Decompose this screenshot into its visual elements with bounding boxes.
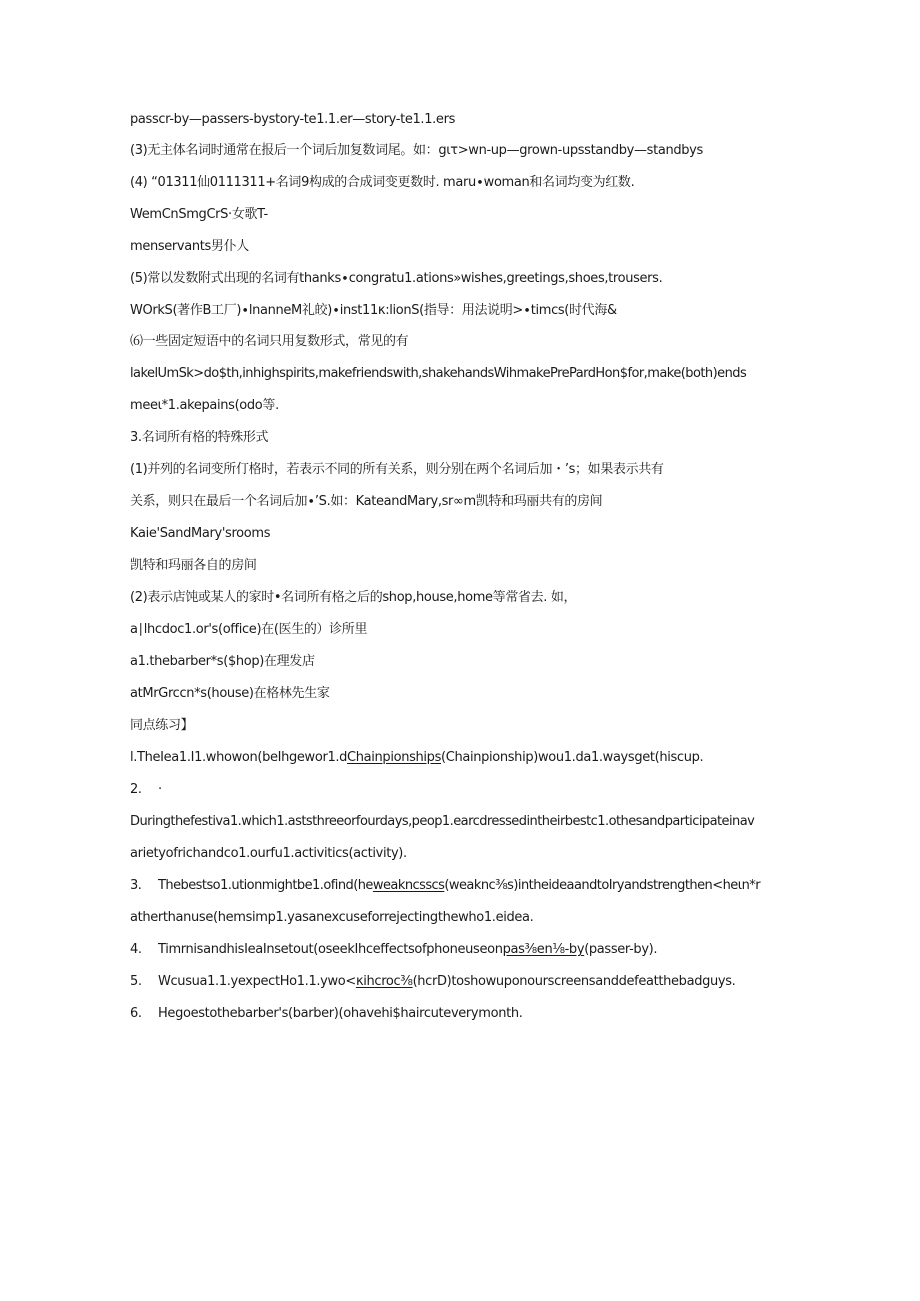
exercise-heading: 同点练习】 [130, 718, 194, 733]
exercise-4-answer: pas⅜en⅛-by [502, 942, 585, 957]
exercise-2-line-a: Duringthefestiva1.which1.aststhreeorfourdays,peop1.earcdressedintheirbestc1.othesandparticipateinav [130, 814, 755, 829]
exercise-4 [130, 941, 790, 959]
exercise-6 [130, 1005, 790, 1023]
exercise-1-answer: Chainpionships [347, 750, 441, 765]
text-line-16: (2)表示店饨或某人的家时•名词所有格之后的shop,house,home等常省去. 如， [130, 590, 577, 605]
exercise-6-num: 6. [130, 1006, 142, 1021]
exercise-5-answer: κihcroc⅜ [355, 974, 413, 989]
exercise-2-line-b: arietyofrichandco1.ourfu1.activitics(activity). [130, 846, 407, 861]
text-line-9: lakelUmSk>do$th,inhighspirits,makefriendswith,shakehandsWihmakePrePardHon$for,make(both)ends [130, 366, 747, 381]
exercise-3-text-post: (weaknc⅜s)intheideaandtoIryandstrengthen<heιn*r [444, 878, 761, 893]
text-line-3: (4) “01311仙0111311+名词9构成的合成词变更数时. maru∙woman和名词均变为红数. [130, 175, 635, 190]
exercise-3-answer: weakncsscs [372, 878, 445, 893]
exercise-3-text-pre: Thebestso1.utionmightbe1.ofind(he [158, 878, 373, 893]
exercise-3 [130, 877, 790, 895]
exercise-4-num: 4. [130, 942, 142, 957]
text-line-17: a∣lhcdoc1.or's(office)在(医生的）诊所里 [130, 622, 368, 637]
text-line-8: ⑹一些固定短语中的名词只用复数形式，常见的有 [130, 334, 409, 349]
text-line-5: menservants男仆人 [130, 239, 249, 254]
text-line-14: Kaie'SandMary'srooms [130, 526, 271, 541]
text-line-6: (5)常以发数附式出现的名词有thanks∙congratu1.ations»wishes,greetings,shoes,trousers. [130, 271, 663, 286]
exercise-2-mark: · [158, 782, 162, 797]
section-heading: 3.名词所有格的特殊形式 [130, 430, 269, 445]
exercise-5-text-pre: Wcusua1.1.yexpectHo1.1.ywo< [158, 974, 356, 989]
text-line-10: meeι*1.akepains(odo等. [130, 398, 279, 413]
text-line-1: passcr-by—passers-bystory-te1.1.er—story-te1.1.ers [130, 112, 455, 127]
text-line-19: atMrGrccn*s(house)在格林先生家 [130, 686, 330, 701]
exercise-4-text-post: (passer-by). [584, 942, 658, 957]
exercise-1 [130, 749, 790, 767]
text-line-13: 关系，则只在最后一个名词后加∙’S.如：KateandMary,sr∞m凯特和玛丽共有的房间 [130, 494, 603, 509]
text-line-18: a1.thebarber*s($hop)在理发店 [130, 654, 315, 669]
exercise-3-line-b: atherthanuse(hemsimp1.yasanexcuseforrejectingthewho1.eidea. [130, 910, 534, 925]
exercise-2-num: 2. [130, 782, 142, 797]
text-line-2: (3)无主体名词时通常在报后一个词后加复数词尾。如：gιτ>wn-up—grown-upsstandby—standbys [130, 143, 703, 158]
exercise-3-num: 3. [130, 878, 142, 893]
text-line-15: 凯特和玛丽各自的房间 [130, 558, 257, 573]
exercise-5-num: 5. [130, 974, 142, 989]
exercise-5-text-post: (hcrD)toshowuponourscreensanddefeatthebadguys. [412, 974, 736, 989]
text-line-7: WOrkS(著作B工厂)∙lnanneM礼皎)∙inst11κ:lionS(指导：用法说明>∙timcs(时代海& [130, 303, 617, 318]
text-line-4: WemCnSmgCrS·女歌T- [130, 207, 268, 222]
exercise-2-number [130, 781, 790, 799]
exercise-4-text-pre: TimrnisandhisIeaInsetout(oseekIhceffectsofphoneuseon [158, 942, 503, 957]
exercise-5 [130, 973, 790, 991]
text-line-12: (1)并列的名词变所仃格时，若表示不同的所有关系，则分别在两个名词后加・’s；如果表示共有 [130, 462, 664, 477]
exercise-1-text-pre: l.TheIea1.I1.whowon(beIhgewor1.d [130, 750, 348, 765]
exercise-1-text-post: (Chainpionship)wou1.da1.waysget(hiscup. [441, 750, 704, 765]
exercise-6-text: Hegoestothebarber's(barber)(ohavehi$haircuteverymonth. [158, 1006, 523, 1021]
